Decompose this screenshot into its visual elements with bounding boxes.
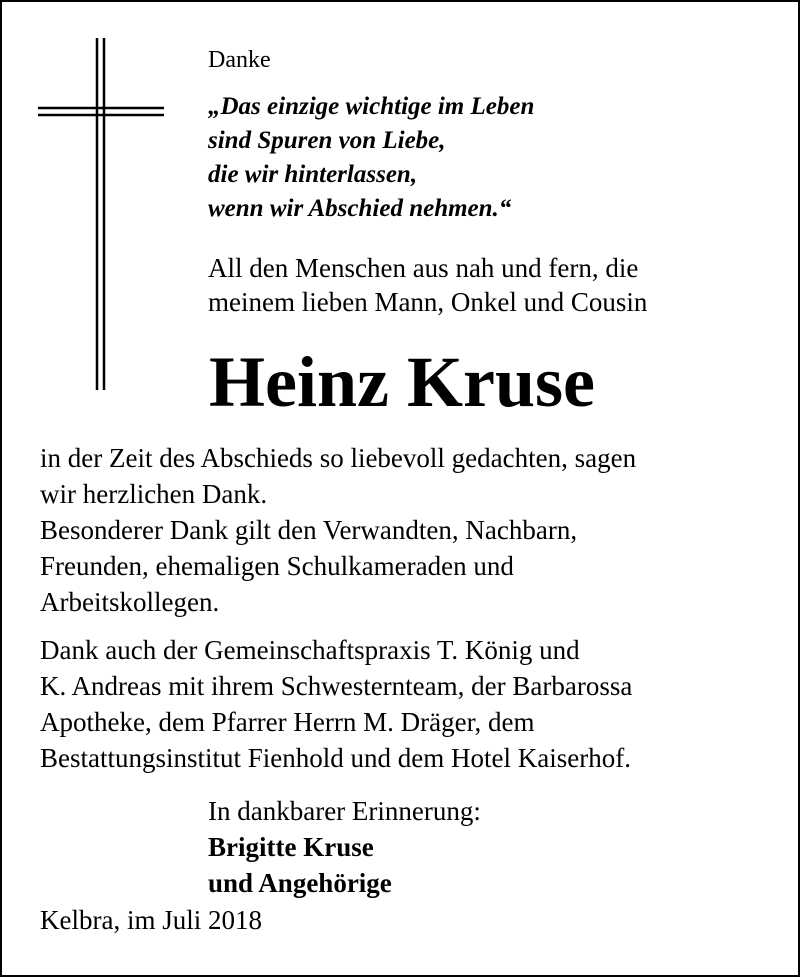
- intro-line: meinem lieben Mann, Onkel und Cousin: [208, 287, 648, 317]
- quote-line: wenn wir Abschied nehmen.“: [208, 195, 512, 222]
- intro-text: [208, 251, 647, 319]
- quote-line: „Das einzige wichtige im Leben: [208, 93, 535, 120]
- signatory-family: und Angehörige: [208, 868, 392, 898]
- deceased-name: Heinz Kruse: [209, 342, 595, 422]
- heading-danke: Danke: [208, 47, 271, 73]
- intro-line: All den Menschen aus nah und fern, die: [208, 253, 639, 283]
- paragraph-line: Bestattungsinstitut Fienhold und dem Hotel Kaiserhof.: [40, 743, 631, 773]
- paragraph-line: Apotheke, dem Pfarrer Herrn M. Dräger, dem: [40, 707, 535, 737]
- paragraph-line: K. Andreas mit ihrem Schwesternteam, der Barbarossa: [40, 671, 633, 701]
- thanks-paragraph-2: [40, 632, 632, 776]
- quote-line: die wir hinterlassen,: [208, 161, 418, 188]
- closing-line: In dankbarer Erinnerung:: [208, 796, 481, 826]
- signatory-name: Brigitte Kruse: [208, 832, 374, 862]
- paragraph-line: in der Zeit des Abschieds so liebevoll gedachten, sagen: [40, 443, 637, 473]
- cross-icon: [38, 38, 164, 390]
- paragraph-line: Dank auch der Gemeinschaftspraxis T. König und: [40, 635, 580, 665]
- place-date: Kelbra, im Juli 2018: [40, 905, 262, 935]
- signature-block: [208, 793, 481, 901]
- paragraph-line: Arbeitskollegen.: [40, 587, 220, 617]
- quote: [208, 90, 534, 226]
- paragraph-line: Freunden, ehemaligen Schulkameraden und: [40, 551, 514, 581]
- thanks-paragraph-1: [40, 440, 636, 620]
- paragraph-line: wir herzlichen Dank.: [40, 479, 268, 509]
- quote-line: sind Spuren von Liebe,: [208, 127, 446, 154]
- paragraph-line: Besonderer Dank gilt den Verwandten, Nachbarn,: [40, 515, 578, 545]
